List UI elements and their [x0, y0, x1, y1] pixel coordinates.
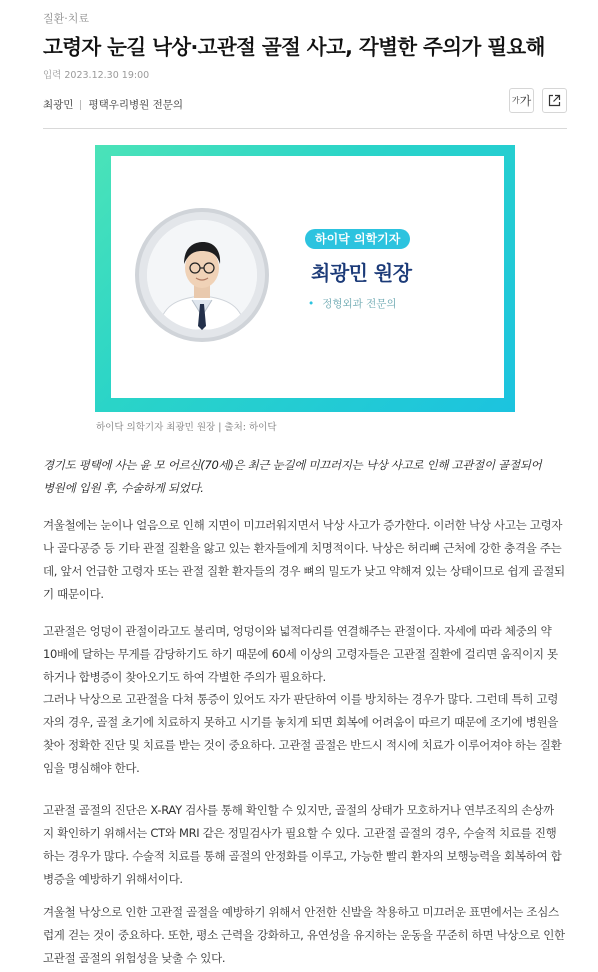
doctor-illustration — [147, 220, 257, 330]
paragraph-line: 나 골다공증 등 기타 관절 질환을 앓고 있는 환자들에게 치명적이다. 낙상은 허리뼈 근처에 강한 충격을 주는 — [43, 541, 562, 555]
paragraph-line: 고관절은 엉덩이 관절이라고도 불리며, 엉덩이와 넓적다리를 연결해주는 관절이다. 자세에 따라 체중의 약 — [43, 624, 552, 638]
paragraph-line: 그러나 낙상으로 고관절을 다쳐 통증이 있어도 자가 판단하여 이를 방치하는 경우가 많다. 그런데 특히 고령 — [43, 692, 559, 706]
paragraph-line: 찾아 정확한 진단 및 치료를 받는 것이 중요하다. 고관절 골절은 반드시 적시에 치료가 이루어져야 하는 질환 — [43, 738, 562, 752]
figure-specialty-text: 정형외과 전문의 — [322, 298, 397, 310]
lead-paragraph — [43, 454, 567, 500]
paragraph-line: 겨울철 낙상으로 인한 고관절 골절을 예방하기 위해서 안전한 신발을 착용하고 미끄러운 표면에서는 조심스 — [43, 905, 559, 919]
body-paragraph-2 — [43, 620, 567, 689]
paragraph-line: 고관절 골절의 위험성을 낮출 수 있다. — [43, 951, 226, 965]
paragraph-line: 럽게 걷는 것이 중요하다. 또한, 평소 근력을 강화하고, 유연성을 유지하는 운동을 꾸준히 하면 낙상으로 인한 — [43, 928, 565, 942]
body-paragraph-1 — [43, 514, 567, 606]
paragraph-line: 하는 경우가 많다. 수술적 치료를 통해 골절의 안정화를 이루고, 가능한 빨리 환자의 보행능력을 회복하여 합 — [43, 849, 562, 863]
paragraph-line: 고관절 골절의 진단은 X-RAY 검사를 통해 확인할 수 있지만, 골절의 상태가 모호하거나 연부조직의 손상까 — [43, 803, 554, 817]
share-icon — [548, 94, 561, 107]
figure-doctor-name: 최광민 원장 — [311, 261, 412, 285]
paragraph-line: 10배에 달하는 무게를 감당하기도 하기 때문에 60세 이상의 고령자들은 고관절 질환에 걸리면 움직이지 못 — [43, 647, 558, 661]
paragraph-line: 하거나 합병증이 찾아오기도 하여 각별한 주의가 필요하다. — [43, 670, 326, 684]
author-name[interactable]: 최광민 — [43, 99, 74, 111]
figure-caption: 하이닥 의학기자 최광민 원장 | 출처: 하이닥 — [96, 422, 277, 433]
paragraph-line: 기 때문이다. — [43, 587, 104, 601]
font-size-large-icon: 가 — [519, 94, 532, 108]
font-size-button[interactable] — [509, 88, 534, 113]
author-affiliation: 평택우리병원 전문의 — [88, 99, 184, 111]
paragraph-line: 겨울철에는 눈이나 얼음으로 인해 지면이 미끄러워지면서 낙상 사고가 증가한다. 이러한 낙상 사고는 고령자 — [43, 518, 563, 532]
article-category[interactable]: 질환·치료 — [43, 12, 90, 25]
lead-line: 경기도 평택에 사는 윤 모 어르신(70세)은 최근 눈길에 미끄러지는 낙상 사고로 인해 고관절이 골절되어 — [43, 458, 542, 472]
paragraph-line: 데, 앞서 언급한 고령자 또는 관절 질환 환자들의 경우 뼈의 밀도가 낮고 약해져 있는 상태이므로 쉽게 골절되 — [43, 564, 565, 578]
body-paragraph-5 — [43, 901, 567, 970]
body-paragraph-4 — [43, 799, 567, 891]
body-paragraph-3 — [43, 688, 567, 780]
header-divider — [43, 128, 567, 129]
bullet-icon: • — [308, 298, 315, 310]
byline — [43, 97, 183, 112]
article-date: 입력 2023.12.30 19:00 — [43, 70, 150, 81]
font-size-small-icon: 가 — [511, 96, 520, 105]
byline-separator — [80, 100, 81, 110]
paragraph-line: 병증을 예방하기 위해서이다. — [43, 872, 183, 886]
paragraph-line: 자의 경우, 골절 초기에 치료하지 못하고 시기를 놓치게 되면 회복에 어려움이 따르기 때문에 조기에 병원을 — [43, 715, 559, 729]
doctor-portrait — [147, 220, 257, 330]
lead-line: 병원에 입원 후, 수술하게 되었다. — [43, 481, 204, 495]
figure-badge: 하이닥 의학기자 — [305, 229, 410, 249]
article-title: 고령자 눈길 낙상·고관절 골절 사고, 각별한 주의가 필요해 — [43, 35, 545, 59]
figure-specialty — [308, 296, 397, 311]
paragraph-line: 지 확인하기 위해서는 CT와 MRI 같은 정밀검사가 필요할 수 있다. 고관절 골절의 경우, 수술적 치료를 진행 — [43, 826, 557, 840]
paragraph-line: 임을 명심해야 한다. — [43, 761, 140, 775]
share-button[interactable] — [542, 88, 567, 113]
